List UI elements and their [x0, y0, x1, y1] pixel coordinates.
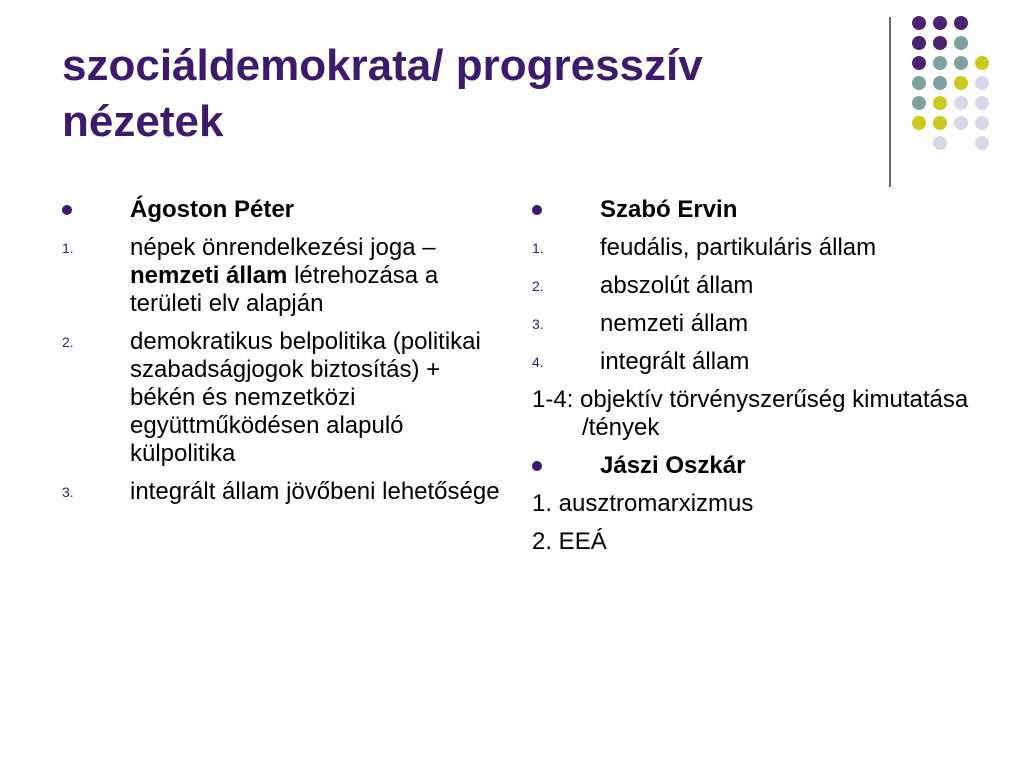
decorative-dot	[954, 76, 968, 90]
decorative-dot	[933, 56, 947, 70]
decorative-dot	[975, 136, 989, 150]
list-number: 1.	[62, 240, 74, 256]
list-item-text: nemzeti állam	[600, 310, 749, 337]
decorative-dot	[912, 116, 926, 130]
decorative-dot	[975, 76, 989, 90]
right-heading-1: Szabó Ervin	[600, 196, 738, 223]
decorative-dot	[912, 36, 926, 50]
list-item	[532, 348, 972, 376]
plain-line: 2. EEÁ	[532, 528, 607, 555]
left-heading: Ágoston Péter	[130, 196, 295, 223]
note-text: 1-4: objektív törvényszerűség kimutatása /tények	[532, 386, 969, 441]
decorative-dot	[912, 16, 926, 30]
list-item	[62, 328, 502, 468]
decorative-dot	[933, 36, 947, 50]
decorative-dot	[912, 96, 926, 110]
slide-title-line-1: szociáldemokrata/ progresszív	[62, 41, 703, 90]
list-item	[532, 452, 972, 480]
list-item	[532, 272, 972, 300]
decorative-dot	[912, 76, 926, 90]
bullet-icon	[532, 461, 542, 471]
list-number: 2.	[532, 278, 544, 294]
decorative-dot	[933, 76, 947, 90]
plain-line: 1. ausztromarxizmus	[532, 490, 754, 517]
decorative-dot	[954, 16, 968, 30]
decorative-dot	[933, 116, 947, 130]
list-item	[532, 196, 972, 224]
list-number: 2.	[62, 334, 74, 350]
bullet-icon	[62, 205, 72, 215]
bullet-icon	[532, 205, 542, 215]
decorative-dot	[933, 96, 947, 110]
list-item	[532, 310, 972, 338]
decorative-dot	[954, 36, 968, 50]
list-number: 3.	[62, 484, 74, 500]
decorative-dot	[954, 56, 968, 70]
list-item-text: integrált állam	[600, 348, 750, 375]
decorative-dot	[933, 136, 947, 150]
decorative-dot	[954, 116, 968, 130]
list-item-text: integrált állam jövőbeni lehetősége	[130, 478, 500, 505]
list-item-text: népek önrendelkezési joga – nemzeti állam létrehozása a területi elv alapján	[130, 234, 439, 317]
right-heading-2: Jászi Oszkár	[600, 452, 746, 479]
list-item	[62, 234, 502, 318]
slide-title-line-2: nézetek	[62, 97, 224, 146]
decorative-dot	[975, 96, 989, 110]
decorative-dot	[912, 56, 926, 70]
list-item-text: feudális, partikuláris állam	[600, 234, 877, 261]
decorative-dot	[975, 56, 989, 70]
list-item	[62, 478, 502, 506]
decorative-dot	[954, 96, 968, 110]
list-number: 4.	[532, 354, 544, 370]
decorative-dot	[975, 116, 989, 130]
left-column	[62, 196, 502, 516]
list-item	[62, 196, 502, 224]
list-item-text: demokratikus belpolitika (politikai szabadságjogok biztosítás) + békén és nemzetközi együttműködésen alapuló külpolitika	[130, 328, 481, 467]
emphasis-text: nemzeti állam	[130, 262, 288, 289]
decorative-dot	[933, 16, 947, 30]
list-item	[532, 234, 972, 262]
decorative-divider	[889, 17, 891, 187]
slide-title	[62, 38, 862, 150]
list-number: 1.	[532, 240, 544, 256]
list-number: 3.	[532, 316, 544, 332]
right-column	[532, 196, 972, 566]
list-item-text: abszolút állam	[600, 272, 754, 299]
